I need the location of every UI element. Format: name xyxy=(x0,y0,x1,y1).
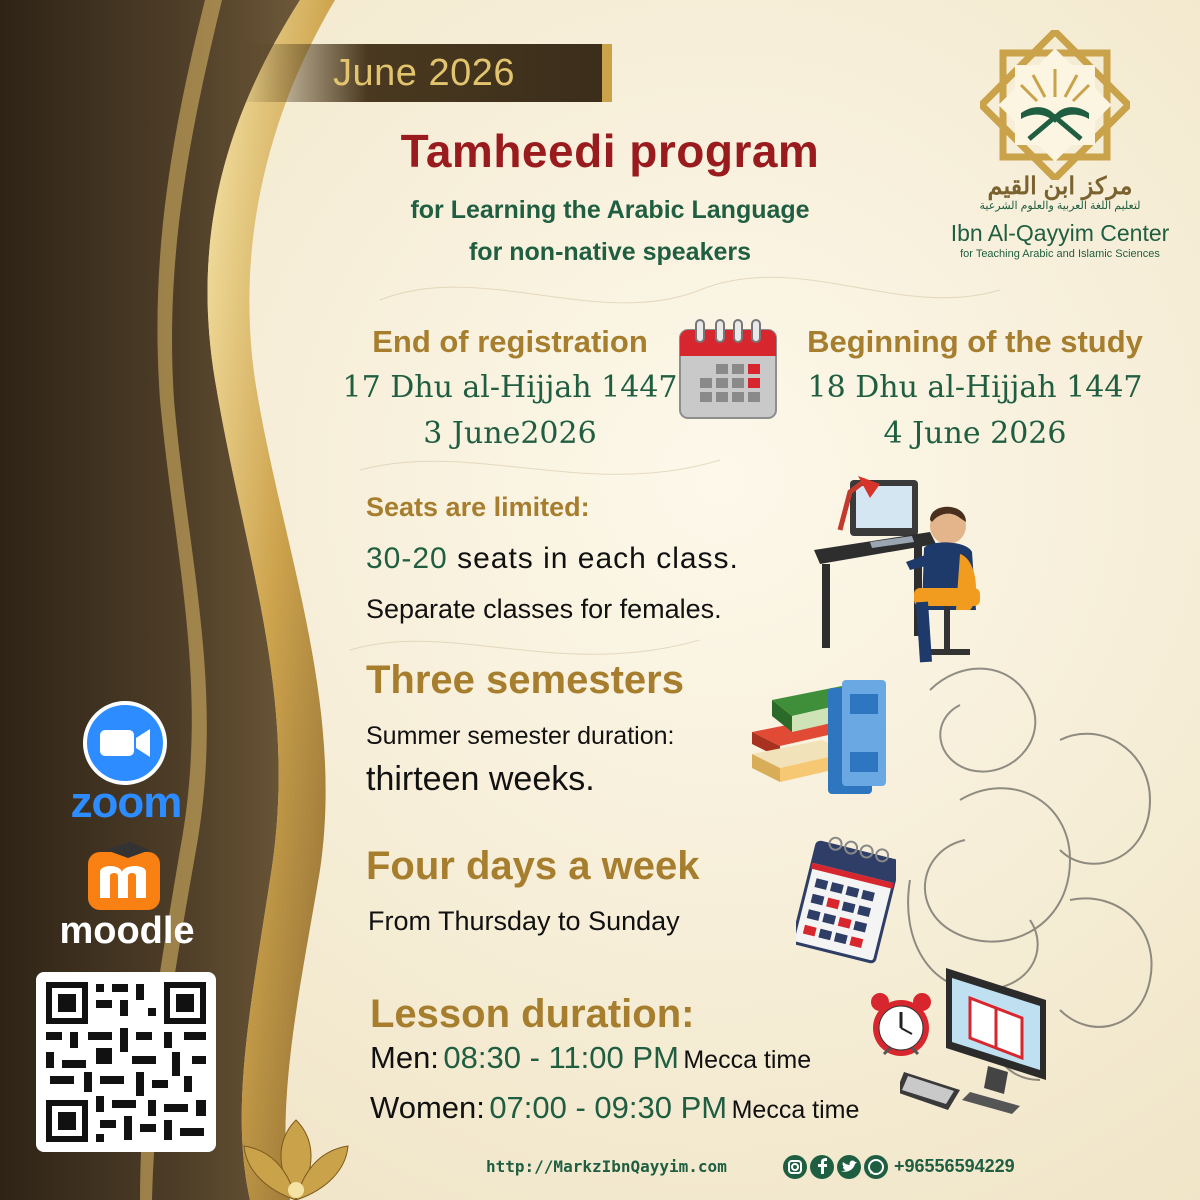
computer-icon xyxy=(900,962,1050,1132)
desk-student-icon xyxy=(810,470,980,680)
begin-study-hijri: 18 Dhu al-Hijjah 1447 xyxy=(807,370,1143,405)
end-registration-hijri: 17 Dhu al-Hijjah 1447 xyxy=(342,370,678,405)
gold-ornament xyxy=(236,1110,356,1200)
men-lesson-row xyxy=(370,1040,811,1076)
seats-count: 30-20 xyxy=(366,542,448,575)
men-time: 08:30 - 11:00 PM xyxy=(443,1040,679,1075)
zoom-label: zoom xyxy=(70,778,182,827)
moodle-label: moodle xyxy=(59,910,195,952)
logo-arabic-name: مركز ابن القيم xyxy=(987,173,1133,200)
seats-note: Separate classes for females. xyxy=(366,594,722,624)
instagram-icon xyxy=(783,1155,807,1179)
center-logo xyxy=(980,30,1130,180)
logo-english-tagline: for Teaching Arabic and Islamic Sciences xyxy=(960,248,1160,260)
women-lesson-row xyxy=(370,1090,859,1126)
men-label: Men: xyxy=(370,1040,439,1075)
days-heading: Four days a week xyxy=(366,844,700,888)
begin-study-gregorian: 4 June 2026 xyxy=(883,416,1067,451)
twitter-icon xyxy=(837,1155,861,1179)
program-title: Tamheedi program xyxy=(400,125,820,177)
social-icons xyxy=(782,1154,892,1180)
program-subtitle-line1: for Learning the Arabic Language xyxy=(410,196,810,224)
phone-number[interactable]: +96556594229 xyxy=(894,1156,1015,1176)
semesters-line2: thirteen weeks. xyxy=(366,760,595,798)
seats-line xyxy=(366,542,739,576)
moodle-icon xyxy=(86,842,162,912)
zoom-icon xyxy=(82,700,168,786)
women-time-zone: Mecca time xyxy=(731,1096,860,1124)
end-registration-gregorian: 3 June2026 xyxy=(423,416,597,451)
seats-count-suffix: seats in each class. xyxy=(457,542,739,575)
program-subtitle-line2: for non-native speakers xyxy=(468,238,752,266)
qr-code[interactable] xyxy=(36,972,216,1152)
calendar-icon xyxy=(676,318,780,422)
weekly-calendar-icon xyxy=(796,836,896,966)
whatsapp-icon xyxy=(864,1155,888,1179)
women-label: Women: xyxy=(370,1090,485,1125)
logo-english-name: Ibn Al-Qayyim Center xyxy=(950,220,1170,246)
seats-heading: Seats are limited: xyxy=(366,492,590,522)
men-time-zone: Mecca time xyxy=(683,1046,812,1074)
end-registration-label: End of registration xyxy=(372,324,648,359)
books-icon xyxy=(742,660,902,800)
date-label: June 2026 xyxy=(333,52,515,94)
women-time: 07:00 - 09:30 PM xyxy=(489,1090,728,1125)
logo-arabic-tagline: لتعليم اللغة العربية والعلوم الشرعية xyxy=(979,200,1141,212)
begin-study-label: Beginning of the study xyxy=(807,324,1143,359)
facebook-icon xyxy=(810,1155,834,1179)
days-line1: From Thursday to Sunday xyxy=(368,906,680,936)
semesters-line1: Summer semester duration: xyxy=(366,722,675,750)
semesters-heading: Three semesters xyxy=(366,658,684,702)
lesson-duration-heading: Lesson duration: xyxy=(370,992,695,1036)
website-link[interactable]: http://MarkzIbnQayyim.com xyxy=(486,1157,727,1176)
